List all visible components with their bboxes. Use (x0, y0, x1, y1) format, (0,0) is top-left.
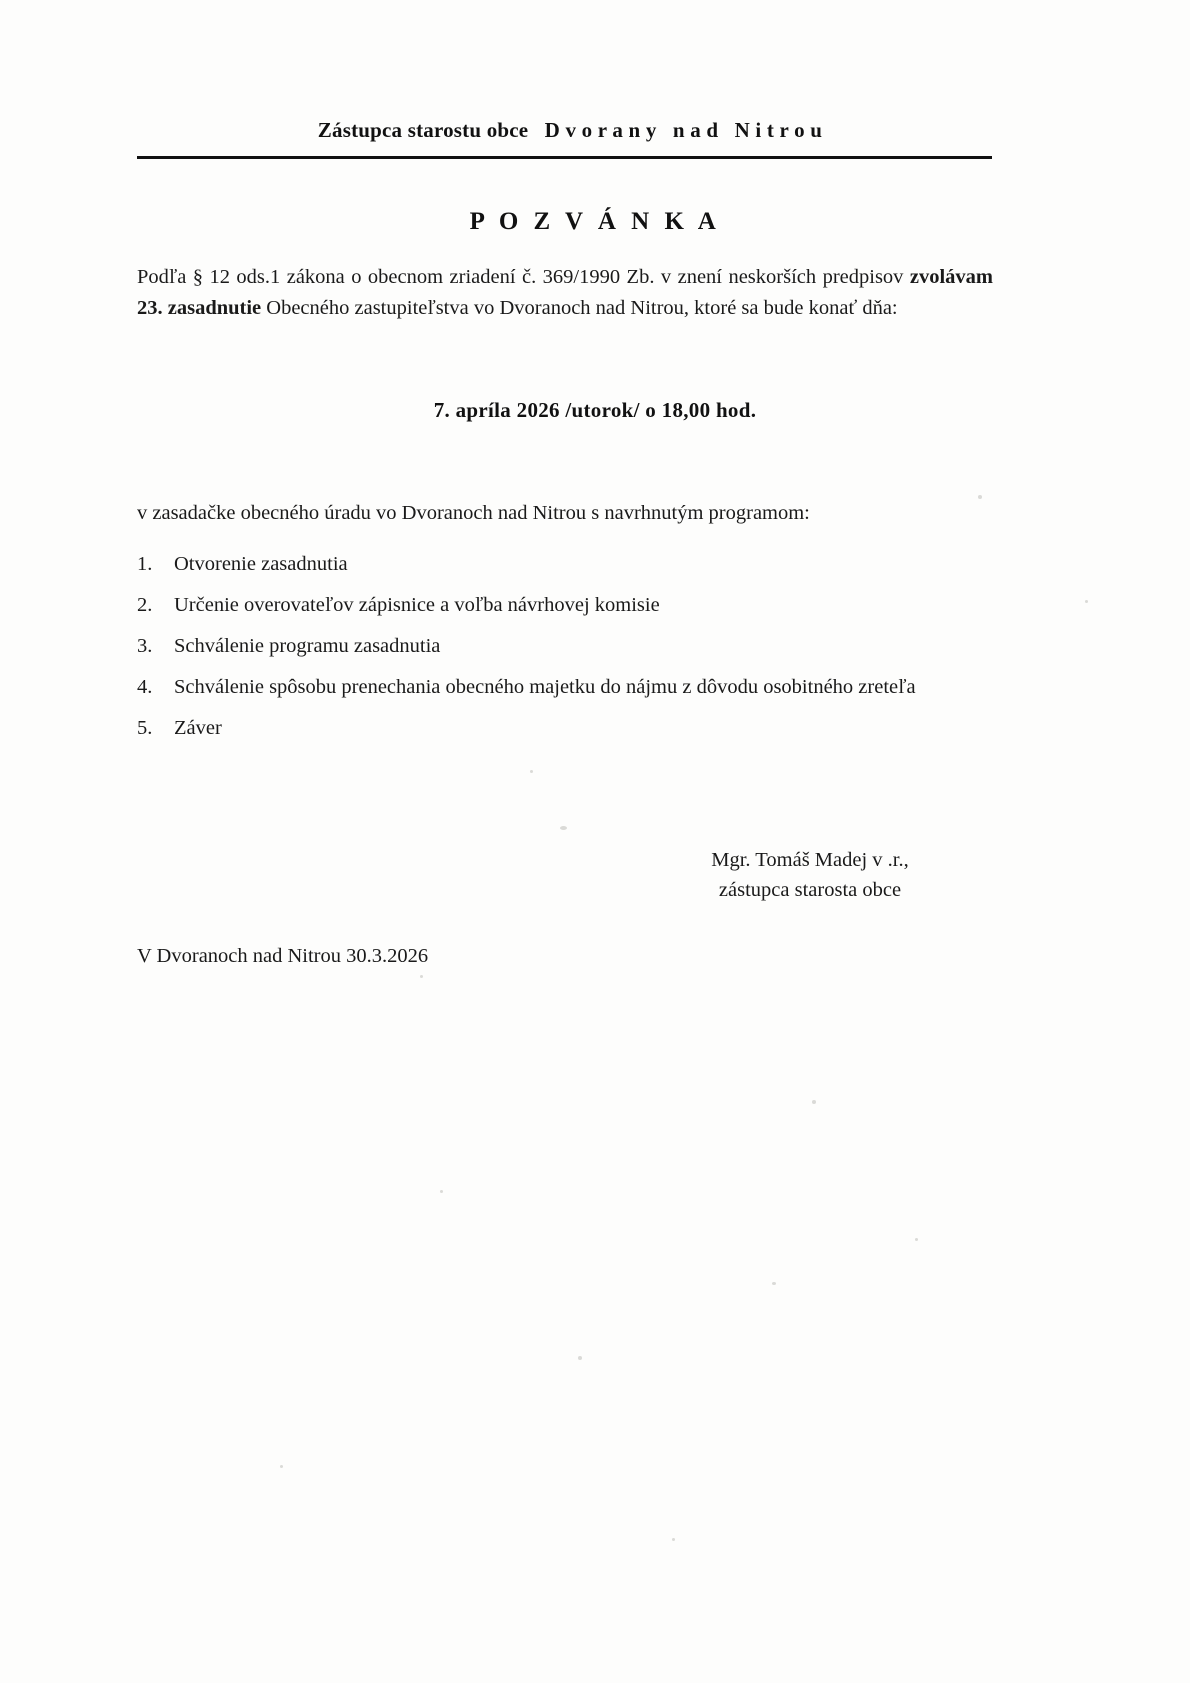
list-item (137, 675, 1037, 699)
document-header (140, 118, 1000, 143)
agenda-item-number: 5. (137, 717, 153, 739)
place-and-date: V Dvoranoch nad Nitrou 30.3.2026 (137, 945, 429, 967)
list-item (137, 716, 1037, 740)
agenda-item-label: Určenie overovateľov zápisnice a voľba návrhovej komisie (174, 594, 660, 616)
scan-speck (812, 1100, 816, 1104)
intro-text-part2: Obecného zastupiteľstva vo Dvoranoch nad Nitrou, ktoré sa bude konať dňa: (261, 297, 898, 319)
page-title: P O Z V Á N K A (469, 208, 721, 235)
agenda-item-label: Otvorenie zasadnutia (174, 553, 348, 575)
agenda-item-number: 1. (137, 553, 153, 575)
scan-speck (915, 1238, 918, 1241)
intro-text-part1: Podľa § 12 ods.1 zákona o obecnom zriadení č. 369/1990 Zb. v znení neskorších predpisov (137, 266, 910, 288)
scan-speck (440, 1190, 443, 1193)
agenda-item-number: 2. (137, 594, 153, 616)
scan-speck (978, 495, 982, 499)
list-item (137, 593, 1037, 617)
agenda-list (137, 552, 1037, 757)
agenda-item-number: 4. (137, 676, 153, 698)
agenda-item-number: 3. (137, 635, 153, 657)
signature-name: Mgr. Tomáš Madej v .r., (711, 849, 909, 871)
scan-speck (772, 1282, 776, 1285)
scan-speck (1085, 600, 1088, 603)
agenda-item-label: Schválenie spôsobu prenechania obecného majetku do nájmu z dôvodu osobitného zreteľa (174, 676, 916, 698)
intro-text-emphasis: zvolávam 23. zasadnutie (137, 266, 993, 319)
agenda-item-label: Záver (174, 717, 222, 739)
header-title: Zástupca starostu obce D v o r a n y n a d N i t r o u (317, 118, 823, 142)
scan-speck (578, 1356, 582, 1360)
scan-speck (672, 1538, 675, 1541)
scan-speck (280, 1465, 283, 1468)
list-item (137, 552, 1037, 576)
meeting-venue: v zasadačke obecného úradu vo Dvoranoch nad Nitrou s navrhnutým programom: (137, 502, 810, 524)
agenda-item-label: Schválenie programu zasadnutia (174, 635, 441, 657)
header-divider (137, 156, 992, 159)
meeting-date: 7. apríla 2026 /utorok/ o 18,00 hod. (433, 398, 757, 422)
signature-block (600, 845, 1020, 905)
scan-speck (530, 770, 533, 773)
list-item (137, 634, 1037, 658)
scan-speck (560, 826, 567, 830)
scan-speck (420, 975, 423, 978)
signature-role: zástupca starosta obce (718, 879, 902, 901)
intro-paragraph (137, 262, 993, 324)
